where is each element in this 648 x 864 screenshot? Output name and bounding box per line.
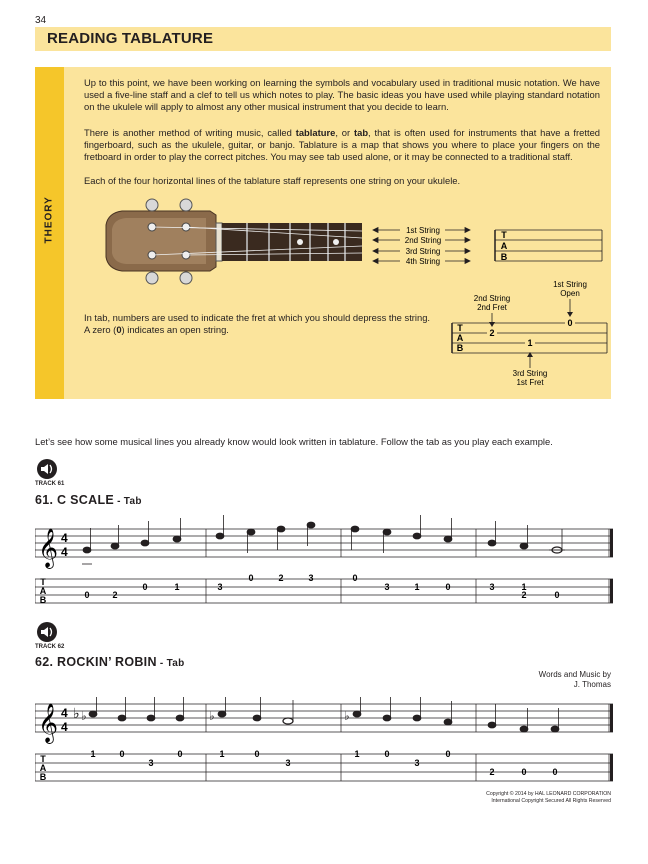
song-title: 61. C SCALE - Tab [35,493,142,507]
track-label: TRACK 62 [35,644,65,650]
svg-text:4: 4 [61,531,68,545]
intro-text: Let’s see how some musical lines you already know would look written in tablature. Follow the tab as you play each example. [35,436,553,447]
svg-text:3: 3 [148,758,154,768]
svg-text:0: 0 [445,582,451,592]
svg-text:♭: ♭ [344,709,350,723]
song-credit: Words and Music by J. Thomas [538,670,611,689]
treble-clef-icon: 𝄞 [38,703,59,743]
svg-text:0: 0 [254,749,260,759]
audio-track-icon[interactable] [35,620,59,644]
string-label-4: 4th String [405,257,441,266]
example-fret-1: 1 [527,338,533,348]
svg-text:3: 3 [308,573,314,583]
copyright-notice: Copyright © 2014 by HAL LEONARD CORPORATION International Copyright Secured All Rights Reserved [486,791,611,804]
tab-letter-b: B [500,252,508,262]
svg-text:0: 0 [384,749,390,759]
theory-paragraph-2: There is another method of writing music, called tablature, or tab, that is often used for instruments that have a fretted fingerboard, such as the ukulele, guitar, or banjo. Tablature is a map that shows you where to place your fingers on the fretboard in order to play the correct pitches. You may see tab used alone, or it may be connected to a traditional staff. [84,127,601,162]
tab-letter-t: T [501,230,507,240]
svg-text:2: 2 [112,590,118,600]
svg-text:3: 3 [285,758,291,768]
svg-text:0: 0 [352,573,358,583]
label-3rd-string: 3rd String [512,369,548,378]
svg-text:2: 2 [521,590,527,600]
theory-paragraph-1: Up to this point, we have been working on learning the symbols and vocabulary used in traditional music notation. We have used a five-line staff and a clef to tell us which notes to play. The basic ideas you have used while playing standard notation on the ukulele will apply to almost any other musical instrument that you decide to learn. [84,77,600,112]
svg-text:0: 0 [84,590,90,600]
string-label-3: 3rd String [405,247,441,256]
theory-paragraph-3: Each of the four horizontal lines of the tablature staff represents one string on your ukulele. [84,175,461,186]
svg-text:4: 4 [61,545,68,559]
svg-text:1: 1 [219,749,225,759]
label-1st-fret: 1st Fret [516,378,544,387]
song-61-notation [35,515,615,610]
svg-text:B: B [39,772,47,782]
svg-text:4: 4 [61,706,68,720]
svg-text:1: 1 [521,582,527,592]
label-2nd-string: 2nd String [473,294,511,303]
svg-text:A: A [39,586,47,596]
tab-letter-a: A [500,241,508,251]
svg-text:0: 0 [552,767,558,777]
string-label-2: 2nd String [404,236,442,245]
svg-text:T: T [457,323,463,333]
svg-text:1: 1 [354,749,360,759]
svg-text:A: A [39,763,47,773]
svg-text:1: 1 [90,749,96,759]
svg-text:A: A [456,333,464,343]
svg-text:0: 0 [119,749,125,759]
flat-sign-icon: ♭ [73,705,80,721]
treble-clef-icon: 𝄞 [38,528,59,568]
example-fret-2: 2 [489,328,495,338]
string-label-1: 1st String [406,226,440,235]
song-62-notation [35,697,615,792]
svg-text:B: B [39,595,47,605]
svg-text:3: 3 [384,582,390,592]
svg-text:T: T [40,577,46,587]
svg-text:♭: ♭ [209,709,215,723]
svg-text:3: 3 [414,758,420,768]
svg-text:T: T [40,754,46,764]
audio-track-icon[interactable] [35,457,59,481]
svg-text:2: 2 [278,573,284,583]
svg-text:3: 3 [489,582,495,592]
page-number: 34 [35,15,47,26]
theory-side-label: THEORY [43,196,55,244]
svg-text:0: 0 [142,582,148,592]
svg-text:0: 0 [248,573,254,583]
label-2nd-fret: 2nd Fret [477,303,507,312]
svg-text:B: B [456,343,464,353]
label-1st-string: 1st String [553,280,587,289]
ukulele-headstock-illustration [106,199,362,284]
svg-text:4: 4 [61,720,68,734]
svg-text:3: 3 [217,582,223,592]
theory-paragraph-4: In tab, numbers are used to indicate the fret at which you should depress the string. A zero (0) indicates an open string. [84,312,431,335]
svg-text:1: 1 [174,582,180,592]
svg-text:♭: ♭ [81,709,87,723]
label-open: Open [560,289,580,298]
svg-text:1: 1 [414,582,420,592]
tab-example-diagram [440,276,610,391]
page-title: READING TABLATURE [47,30,214,47]
track-label: TRACK 61 [35,481,65,487]
song-title: 62. ROCKIN’ ROBIN - Tab [35,655,185,669]
svg-text:0: 0 [445,749,451,759]
svg-text:2: 2 [489,767,495,777]
tab-numbers [84,573,559,600]
svg-text:0: 0 [177,749,183,759]
svg-text:0: 0 [554,590,560,600]
example-fret-0: 0 [567,318,573,328]
svg-text:0: 0 [521,767,527,777]
